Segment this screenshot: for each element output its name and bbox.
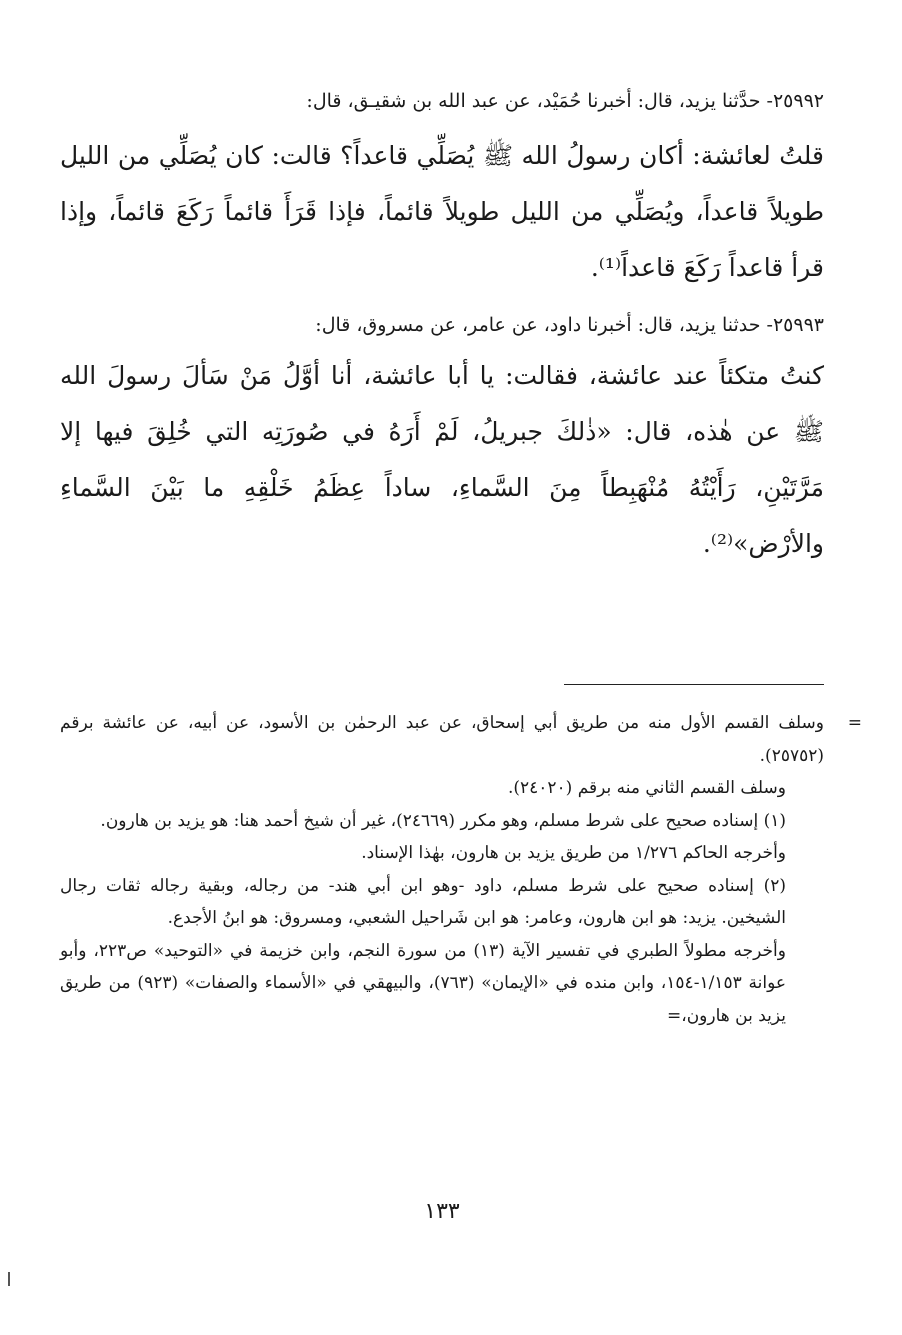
hadith-2-matn: كنتُ متكئاً عند عائشة، فقالت: يا أبا عائشة، أنا أوَّلُ مَنْ سَألَ رسولَ الله ﷺ عن هٰذه، قال: «ذٰلكَ جبريلُ، لَمْ أَرَهُ في صُورَتِه التي خُلِقَ فيها إلا مَرَّتَيْنِ، رَأَيْتُهُ مُنْهَبِطاً مِنَ السَّماءِ، ساداً عِظَمُ خَلْقِهِ ما بَيْنَ السَّماءِ والأرْض»⁽²⁾. xyxy=(60,361,824,558)
footnote-continuation xyxy=(60,707,862,772)
footnote-2-b: وأخرجه مطولاً الطبري في تفسير الآية (١٣) من سورة النجم، وابن خزيمة في «التوحيد» ص٢٢٣، وأبو عوانة ١/١٥٣-١٥٤، وابن منده في «الإيمان» (٧٦٣)، والبيهقي في «الأسماء والصفات» (٩٢٣) من طريق يزيد بن هارون،= xyxy=(60,940,786,1026)
footnote-divider xyxy=(564,684,824,685)
footnotes xyxy=(60,707,862,1032)
continuation-marker: = xyxy=(847,713,862,733)
footnote-2-a: (٢) إسناده صحيح على شرط مسلم، داود -وهو ابن أبي هند- من رجاله، وبقية رجاله ثقات رجال الشيخين. يزيد: هو ابن هارون، وعامر: هو ابن شَراحيل الشعبي، ومسروق: هو ابنُ الأجدع. xyxy=(60,875,786,928)
footnote-continuation-text: وسلف القسم الأول منه من طريق أبي إسحاق، عن عبد الرحمٰن بن الأسود، عن أبيه، عن عائشة برقم (٢٥٧٥٢). xyxy=(60,713,824,766)
scan-mark xyxy=(8,1272,10,1286)
hadith-1-matn: قلتُ لعائشة: أكان رسولُ الله ﷺ يُصَلِّي قاعداً؟ قالت: كان يُصَلِّي من الليل طويلاً قاعداً، ويُصَلِّي من الليل طويلاً قائماً، فإذا قَرَأَ قائماً رَكَعَ قائماً، وإذا قرأ قاعداً رَكَعَ قاعداً⁽¹⁾. xyxy=(60,141,824,282)
hadith-1-isnad: ٢٥٩٩٢- حدَّثنا يزيد، قال: أخبرنا حُمَيْد، عن عبد الله بن شقيـق، قال: xyxy=(306,90,824,112)
hadith-2-isnad: ٢٥٩٩٣- حدثنا يزيد، قال: أخبرنا داود، عن عامر، عن مسروق، قال: xyxy=(315,314,824,336)
page-number: ١٣٣ xyxy=(424,1199,460,1224)
page-content xyxy=(60,82,862,1315)
footnote-continuation-2: وسلف القسم الثاني منه برقم (٢٤٠٢٠). xyxy=(507,778,786,798)
footnote-1-b: وأخرجه الحاكم ١/٢٧٦ من طريق يزيد بن هارون، بهٰذا الإسناد. xyxy=(361,843,786,863)
footnote-1-a: (١) إسناده صحيح على شرط مسلم، وهو مكرر (٢٤٦٦٩)، غير أن شيخ أحمد هنا: هو يزيد بن هارون. xyxy=(100,810,786,831)
